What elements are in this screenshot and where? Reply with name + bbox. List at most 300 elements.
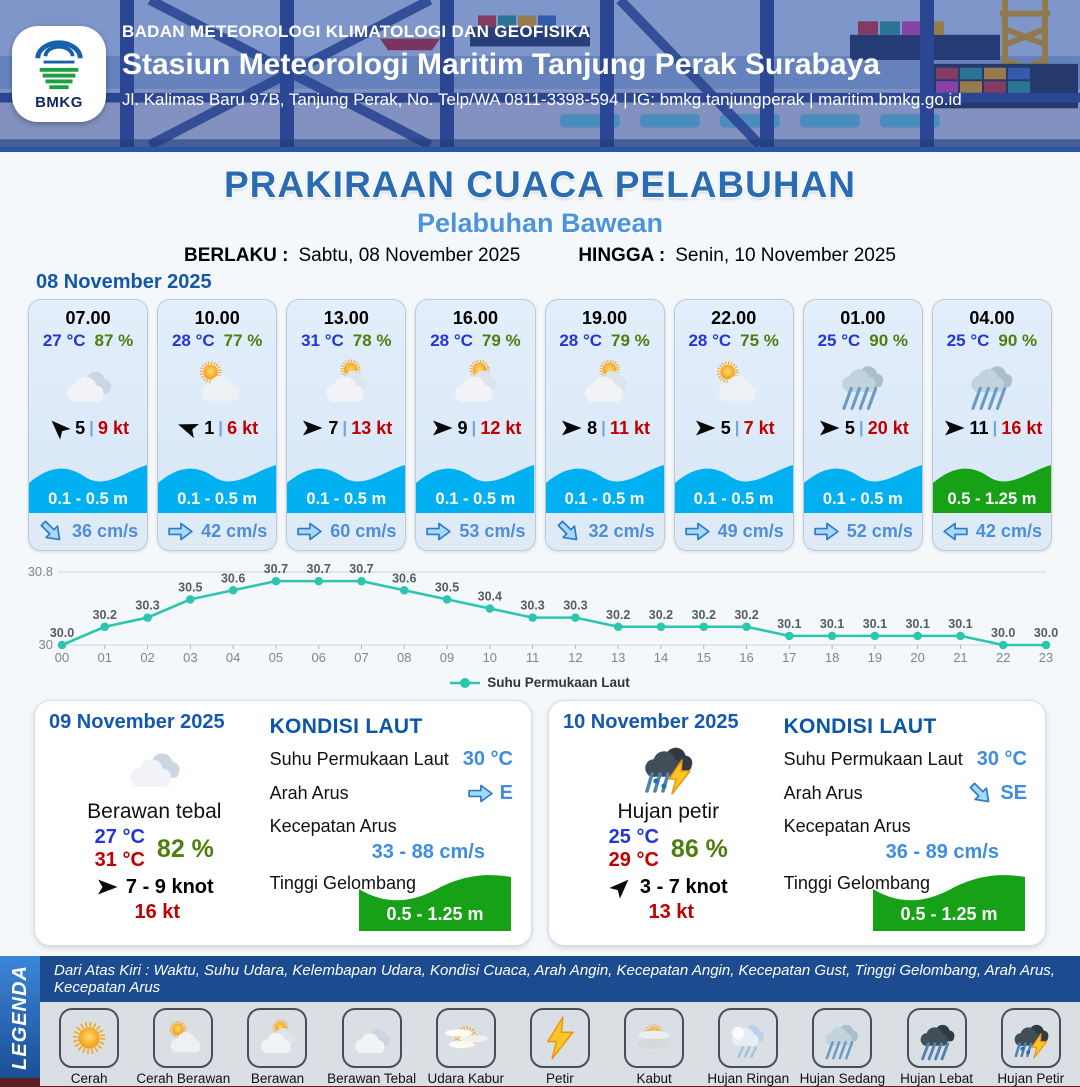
- wind-row: [817, 416, 909, 440]
- wave-height-band: [416, 455, 534, 513]
- wind-row: [559, 416, 650, 440]
- current-speed-value: 33 - 88 cm/s: [371, 841, 485, 863]
- card-time: 22.00: [711, 308, 757, 328]
- daily-temp-min: 27 °C: [94, 826, 145, 848]
- current-direction-label: Arah Arus: [269, 783, 349, 803]
- legend-item: [515, 1008, 605, 1086]
- legend-item: [703, 1008, 793, 1086]
- daily-forecast-card: [34, 700, 532, 946]
- wave-height: 0.1 - 0.5 m: [822, 490, 903, 508]
- wave-height-band: [546, 455, 664, 513]
- current-speed: 42 cm/s: [975, 521, 1042, 541]
- legend-icon-box: [718, 1008, 778, 1068]
- air-temperature: 25 °C: [946, 331, 990, 350]
- current-speed-value: 36 - 89 cm/s: [885, 841, 999, 863]
- wave-height: 0.5 - 1.25 m: [900, 904, 998, 924]
- svg-text:30.7: 30.7: [349, 562, 374, 577]
- legend-item-label: Udara Kabur: [427, 1071, 505, 1086]
- card-temp-humidity: [947, 331, 1037, 351]
- wind-direction-icon: [42, 411, 76, 445]
- humidity: 90 %: [869, 331, 909, 350]
- svg-text:14: 14: [653, 650, 669, 665]
- card-temp-humidity: [818, 331, 908, 351]
- svg-text:30.6: 30.6: [392, 571, 417, 586]
- daily-temp-max: 29 °C: [608, 849, 659, 871]
- bmkg-logo-label: BMKG: [35, 94, 83, 111]
- current-speed-label: Kecepatan Arus: [783, 816, 911, 836]
- air-temperature: 31 °C: [301, 331, 344, 350]
- separator: |: [734, 418, 740, 437]
- berawan-tebal-icon: [111, 734, 197, 798]
- cerah-berawan-icon: [179, 354, 255, 412]
- wind-speed: 1: [204, 417, 215, 438]
- svg-text:30.3: 30.3: [563, 598, 588, 613]
- current-direction-icon: [32, 512, 70, 550]
- current-row: [804, 513, 922, 550]
- legend-title-band: [0, 956, 40, 1078]
- hourly-forecast-card: [157, 299, 277, 551]
- current-direction-icon: [962, 774, 1000, 812]
- svg-text:30.7: 30.7: [263, 562, 289, 577]
- wind-direction-icon: [430, 416, 454, 440]
- daily-date: 10 November 2025: [563, 711, 739, 733]
- current-direction-text: E: [499, 782, 513, 804]
- berawan-icon: [567, 354, 643, 412]
- daily-condition: Hujan petir: [617, 800, 720, 823]
- legend-icon-box: [530, 1008, 590, 1068]
- wind-direction-icon: [95, 875, 119, 899]
- wave-height-band: [804, 455, 922, 513]
- card-time: 07.00: [65, 308, 111, 328]
- legend-item-label: Cerah: [70, 1071, 108, 1086]
- separator: |: [992, 418, 998, 437]
- sea-conditions-column: [774, 711, 1031, 935]
- card-temp-humidity: [688, 331, 778, 351]
- svg-text:30.4: 30.4: [477, 589, 502, 604]
- hourly-forecast-card: [545, 299, 665, 551]
- svg-text:30: 30: [38, 637, 53, 652]
- legend-item: [986, 1008, 1076, 1086]
- cerah-icon: [64, 1015, 114, 1061]
- wave-height-band: [29, 455, 147, 513]
- wave-height: 0.1 - 0.5 m: [693, 490, 774, 508]
- wind-direction-icon: [300, 416, 324, 440]
- berawan-icon: [437, 354, 513, 412]
- wind-speed: 8: [587, 417, 598, 438]
- svg-text:10: 10: [482, 650, 498, 665]
- daily-date: 09 November 2025: [49, 711, 225, 733]
- current-direction-icon: [167, 518, 194, 545]
- kabut-icon: [629, 1015, 679, 1061]
- legend-item: [797, 1008, 887, 1086]
- humidity: 77 %: [223, 331, 263, 350]
- wind-row: [430, 416, 522, 440]
- legend-item-label: Hujan Lebat: [900, 1071, 973, 1086]
- wind-gust: 11 kt: [609, 417, 650, 438]
- wind-row: [693, 416, 775, 440]
- sst-label: Suhu Permukaan Laut: [269, 749, 449, 769]
- svg-text:08: 08: [397, 650, 412, 665]
- udara-kabur-icon: [441, 1015, 491, 1061]
- air-temperature: 28 °C: [559, 331, 603, 350]
- card-time: 13.00: [323, 308, 369, 328]
- svg-text:30.1: 30.1: [777, 616, 802, 631]
- legend-icon-box: [436, 1008, 496, 1068]
- wind-direction-icon: [173, 413, 204, 444]
- wind-row: [942, 416, 1043, 440]
- bmkg-logo-icon: [30, 37, 88, 93]
- air-temperature: 25 °C: [817, 331, 861, 350]
- separator: |: [601, 418, 606, 437]
- svg-text:30.5: 30.5: [434, 580, 460, 595]
- wind-row: [300, 416, 392, 440]
- card-temp-humidity: [301, 331, 391, 351]
- legend-item-label: Hujan Petir: [997, 1071, 1065, 1086]
- svg-text:02: 02: [140, 650, 155, 665]
- wave-height: 0.5 - 1.25 m: [386, 904, 484, 924]
- legend-item: [892, 1008, 982, 1086]
- current-direction-value: [467, 780, 513, 807]
- legend-icon-box: [153, 1008, 213, 1068]
- title-section: [0, 152, 1080, 267]
- legend-icon-box: [812, 1008, 872, 1068]
- berawan-tebal-icon: [347, 1015, 397, 1061]
- wave-height-label: Tinggi Gelombang: [783, 873, 931, 893]
- legend-icon-box: [907, 1008, 967, 1068]
- wind-speed: 9: [457, 417, 468, 438]
- current-speed: 36 cm/s: [72, 521, 139, 541]
- current-speed: 49 cm/s: [717, 521, 784, 541]
- svg-text:30.2: 30.2: [92, 607, 117, 622]
- current-direction-icon: [942, 518, 969, 545]
- svg-text:30.3: 30.3: [135, 598, 160, 613]
- current-speed: 53 cm/s: [459, 521, 526, 541]
- sst-label: Suhu Permukaan Laut: [783, 749, 963, 769]
- svg-text:30.0: 30.0: [991, 626, 1016, 640]
- wind-speed: 7: [328, 417, 339, 438]
- legend-item-label: Cerah Berawan: [136, 1071, 231, 1086]
- humidity: 87 %: [94, 331, 134, 350]
- header-banner: [0, 0, 1080, 152]
- legend-icon-box: [624, 1008, 684, 1068]
- svg-text:04: 04: [225, 650, 241, 665]
- hourly-forecast-row: [28, 299, 1052, 551]
- sea-conditions-title: KONDISI LAUT: [783, 715, 937, 738]
- current-direction-icon: [425, 518, 452, 545]
- sst-value: 30 °C: [976, 748, 1027, 770]
- wave-height-band: [287, 455, 405, 513]
- legend-marker-icon: [450, 677, 480, 689]
- current-row: [158, 513, 276, 550]
- daily-summary-row: [34, 700, 1046, 946]
- svg-text:05: 05: [268, 650, 284, 665]
- agency-name: BADAN METEOROLOGI KLIMATOLOGI DAN GEOFISIKA: [122, 22, 591, 41]
- card-time: 10.00: [194, 308, 240, 328]
- current-row: [933, 513, 1051, 550]
- legend-icons-row: [40, 1002, 1080, 1086]
- sst-chart-section: [18, 559, 1062, 690]
- wave-height: 0.1 - 0.5 m: [48, 490, 128, 508]
- humidity: 78 %: [352, 331, 392, 350]
- card-time: 16.00: [452, 308, 498, 328]
- hourly-forecast-card: [28, 299, 148, 551]
- svg-text:30.6: 30.6: [220, 571, 246, 586]
- hingga-label: HINGGA :: [578, 245, 666, 266]
- svg-text:13: 13: [610, 650, 626, 665]
- berawan-icon: [252, 1015, 302, 1061]
- daily-forecast-card: [548, 700, 1046, 946]
- svg-text:22: 22: [995, 650, 1011, 665]
- svg-text:30.0: 30.0: [1033, 626, 1059, 640]
- current-row: [416, 513, 534, 550]
- legend-item-label: Berawan: [250, 1071, 305, 1086]
- hujan-sedang-icon: [954, 354, 1030, 412]
- daily-wind-range: 7 - 9 knot: [125, 875, 214, 898]
- daily-weather-column: [563, 711, 774, 935]
- current-direction-icon: [549, 512, 587, 550]
- daily-wind-row: [609, 875, 728, 899]
- legend-title: LEGENDA: [8, 964, 31, 1070]
- bmkg-logo: [12, 26, 106, 122]
- validity-line: [0, 245, 1080, 267]
- daily-temp-min: 25 °C: [608, 826, 659, 848]
- card-time: 04.00: [969, 308, 1015, 328]
- legend-main: [40, 956, 1080, 1086]
- daily-wind-row: [95, 875, 214, 899]
- daily-temps: [95, 826, 214, 872]
- berawan-tebal-icon: [50, 354, 126, 412]
- hujan-sedang-icon: [817, 1015, 867, 1061]
- air-temperature: 27 °C: [42, 331, 86, 350]
- svg-text:30.1: 30.1: [819, 616, 845, 631]
- hujan-ringan-icon: [723, 1015, 773, 1061]
- svg-text:30.2: 30.2: [691, 607, 716, 622]
- daily-temp-max: 31 °C: [94, 849, 145, 871]
- current-row: [29, 513, 147, 550]
- cerah-berawan-icon: [158, 1015, 208, 1061]
- current-speed: 42 cm/s: [201, 521, 268, 541]
- chart-legend: [18, 675, 1062, 690]
- svg-text:12: 12: [568, 650, 583, 665]
- current-row: [287, 513, 405, 550]
- current-speed: 52 cm/s: [846, 521, 913, 541]
- legend-item: [232, 1008, 322, 1086]
- wind-gust: 12 kt: [480, 417, 522, 438]
- svg-text:30.1: 30.1: [862, 616, 888, 631]
- legend-item: [421, 1008, 511, 1086]
- wind-speed: 5: [720, 417, 731, 438]
- air-temperature: 28 °C: [430, 331, 473, 350]
- svg-text:30.0: 30.0: [49, 626, 75, 640]
- current-direction-icon: [684, 518, 711, 545]
- humidity: 75 %: [740, 331, 779, 350]
- hujan-petir-icon: [1006, 1015, 1056, 1061]
- daily-humidity: 82 %: [156, 834, 214, 863]
- cerah-berawan-icon: [696, 354, 772, 412]
- legend-note: Dari Atas Kiri : Waktu, Suhu Udara, Kelembapan Udara, Kondisi Cuaca, Arah Angin, Kecepatan Angin, Kecepatan Gust, Tinggi Gelombang, Arah Arus, Kecepatan Arus: [40, 956, 1080, 1002]
- legend-icon-box: [247, 1008, 307, 1068]
- svg-text:30.2: 30.2: [606, 607, 631, 622]
- card-time: 01.00: [840, 308, 886, 328]
- wind-direction-icon: [604, 870, 638, 904]
- wind-gust: 9 kt: [97, 417, 129, 438]
- svg-text:30.1: 30.1: [948, 616, 973, 631]
- svg-text:30.2: 30.2: [734, 607, 759, 622]
- current-direction-text: SE: [1000, 782, 1027, 804]
- separator: |: [342, 418, 348, 437]
- wind-direction-icon: [693, 416, 717, 440]
- wind-gust: 7 kt: [743, 417, 775, 438]
- wave-height-band: [359, 865, 511, 931]
- hujan-sedang-icon: [825, 354, 901, 412]
- separator: |: [858, 418, 864, 437]
- station-address: Jl. Kalimas Baru 97B, Tanjung Perak, No. Telp/WA 0811-3398-594 | IG: bmkg.tanjungperak | maritim.bmkg.go.id: [122, 90, 962, 109]
- legend-item: [609, 1008, 699, 1086]
- svg-text:21: 21: [953, 650, 968, 665]
- svg-text:06: 06: [311, 650, 326, 665]
- hujan-lebat-icon: [912, 1015, 962, 1061]
- wind-speed: 5: [75, 417, 86, 438]
- separator: |: [218, 418, 224, 437]
- wave-height: 0.1 - 0.5 m: [177, 490, 258, 508]
- svg-text:11: 11: [525, 650, 540, 665]
- current-direction-value: [967, 780, 1027, 807]
- wave-height-label: Tinggi Gelombang: [269, 873, 417, 893]
- svg-text:16: 16: [739, 650, 754, 665]
- petir-icon: [535, 1015, 585, 1061]
- wind-direction-icon: [817, 416, 841, 440]
- daily-gust: 13 kt: [648, 901, 695, 923]
- wave-height: 0.1 - 0.5 m: [435, 490, 516, 508]
- card-temp-humidity: [43, 331, 133, 351]
- svg-text:30.1: 30.1: [905, 616, 930, 631]
- svg-text:07: 07: [354, 650, 369, 665]
- wave-height: 0.1 - 0.5 m: [306, 490, 387, 508]
- svg-text:30.3: 30.3: [520, 598, 545, 613]
- humidity: 90 %: [998, 331, 1038, 350]
- daily-weather-column: [49, 711, 260, 935]
- svg-text:15: 15: [696, 650, 711, 665]
- sst-line-chart: [18, 559, 1062, 671]
- svg-text:09: 09: [439, 650, 455, 665]
- hourly-forecast-card: [932, 299, 1052, 551]
- legend-icon-box: [342, 1008, 402, 1068]
- legend-item: [327, 1008, 417, 1086]
- current-direction-icon: [296, 518, 323, 545]
- humidity: 79 %: [481, 331, 521, 350]
- wind-row: [47, 416, 129, 440]
- svg-text:30.8: 30.8: [27, 564, 53, 579]
- station-name: Stasiun Meteorologi Maritim Tanjung Perak Surabaya: [122, 48, 880, 81]
- wave-height: 0.1 - 0.5 m: [564, 490, 645, 508]
- hujan-petir-icon: [625, 734, 711, 798]
- wave-height-band: [675, 455, 793, 513]
- air-temperature: 28 °C: [688, 331, 732, 350]
- svg-text:20: 20: [910, 650, 925, 665]
- svg-text:30.7: 30.7: [306, 562, 331, 577]
- svg-text:17: 17: [782, 650, 797, 665]
- wind-gust: 6 kt: [227, 417, 259, 438]
- wave-height-band: [873, 865, 1025, 931]
- air-temperature: 28 °C: [171, 331, 215, 350]
- berawan-icon: [308, 354, 384, 412]
- wind-speed: 11: [969, 417, 989, 438]
- wind-speed: 5: [844, 417, 855, 438]
- wind-direction-icon: [942, 416, 966, 440]
- svg-text:30.2: 30.2: [648, 607, 674, 622]
- wind-gust: 16 kt: [1001, 417, 1043, 438]
- current-speed: 32 cm/s: [588, 521, 655, 541]
- card-temp-humidity: [430, 331, 520, 351]
- svg-text:03: 03: [183, 650, 198, 665]
- wind-direction-icon: [559, 416, 583, 440]
- hourly-forecast-card: [415, 299, 535, 551]
- header-text: [122, 22, 1070, 110]
- wave-height-band: [158, 455, 276, 513]
- separator: |: [471, 418, 477, 437]
- legend-item-label: Petir: [546, 1071, 574, 1086]
- svg-text:18: 18: [824, 650, 840, 665]
- chart-legend-label: Suhu Permukaan Laut: [487, 675, 630, 690]
- legend-item-label: Berawan Tebal: [327, 1071, 417, 1086]
- wave-height-band: [933, 455, 1051, 513]
- legend-item-label: Hujan Sedang: [799, 1071, 886, 1086]
- hourly-forecast-card: [803, 299, 923, 551]
- legend-item-label: Kabut: [636, 1071, 672, 1086]
- berlaku-value: Sabtu, 08 November 2025: [298, 245, 521, 266]
- sea-conditions-column: [260, 711, 517, 935]
- legend-icon-box: [59, 1008, 119, 1068]
- legend-item: [44, 1008, 134, 1086]
- sst-value: 30 °C: [462, 748, 513, 770]
- wind-row: [176, 416, 258, 440]
- daily-humidity: 86 %: [670, 834, 728, 863]
- hingga-value: Senin, 10 November 2025: [675, 245, 896, 266]
- wind-gust: 20 kt: [867, 417, 909, 438]
- hourly-forecast-card: [286, 299, 406, 551]
- daily-condition: Berawan tebal: [87, 800, 222, 823]
- separator: |: [89, 418, 94, 437]
- forecast-date: 08 November 2025: [36, 271, 212, 293]
- berlaku-label: BERLAKU :: [184, 245, 289, 266]
- wave-height: 0.5 - 1.25 m: [947, 490, 1037, 508]
- legend-item: [136, 1008, 231, 1086]
- port-name: Pelabuhan Bawean: [416, 208, 664, 238]
- current-row: [675, 513, 793, 550]
- svg-text:01: 01: [97, 650, 113, 665]
- legend-item-label: Hujan Ringan: [707, 1071, 790, 1086]
- current-speed: 60 cm/s: [330, 521, 397, 541]
- card-temp-humidity: [172, 331, 262, 351]
- card-time: 19.00: [582, 308, 628, 328]
- daily-gust: 16 kt: [134, 901, 181, 923]
- hourly-forecast-card: [674, 299, 794, 551]
- card-temp-humidity: [559, 331, 649, 351]
- wind-gust: 13 kt: [351, 417, 393, 438]
- daily-temps: [609, 826, 728, 872]
- current-direction-label: Arah Arus: [783, 783, 863, 803]
- page-title: PRAKIRAAN CUACA PELABUHAN: [223, 164, 857, 205]
- legend-bar: [0, 956, 1080, 1086]
- sea-conditions-title: KONDISI LAUT: [269, 715, 423, 738]
- svg-text:19: 19: [867, 650, 883, 665]
- svg-text:30.5: 30.5: [178, 580, 203, 595]
- legend-icon-box: [1001, 1008, 1061, 1068]
- daily-wind-range: 3 - 7 knot: [639, 875, 728, 898]
- current-speed-label: Kecepatan Arus: [269, 816, 397, 836]
- svg-text:00: 00: [54, 650, 70, 665]
- current-direction-icon: [813, 518, 840, 545]
